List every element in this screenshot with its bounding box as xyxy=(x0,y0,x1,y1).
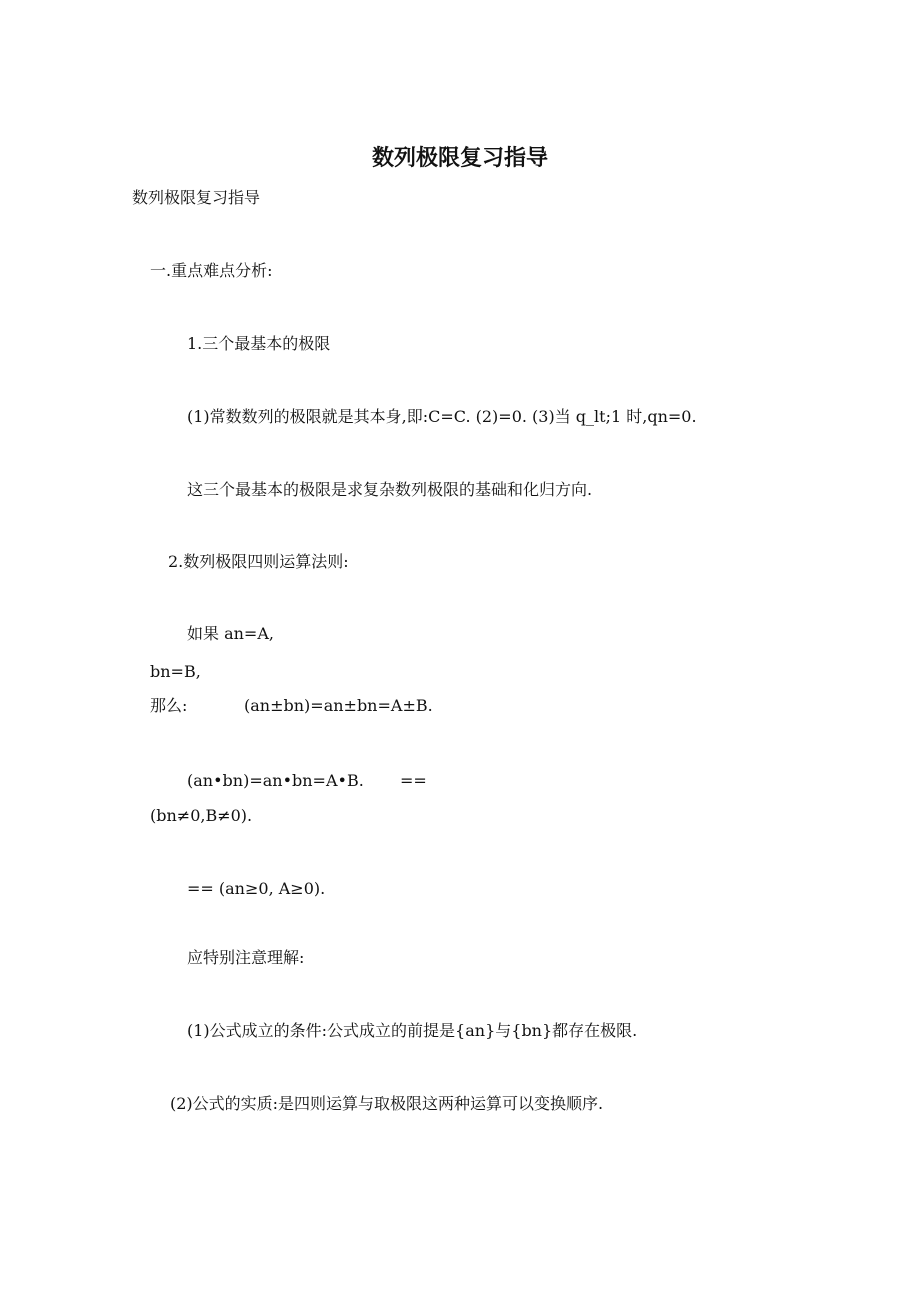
if-line: 如果 an=A, xyxy=(187,624,274,643)
root-formula: == (an≥0, A≥0). xyxy=(187,879,326,898)
basic-limits-line: (1)常数数列的极限就是其本身,即:C=C. (2)=0. (3)当 q_lt;1 时,qn=0. xyxy=(187,407,697,426)
quotient-condition: (bn≠0,B≠0). xyxy=(150,806,253,825)
basic-limits-note: 这三个最基本的极限是求复杂数列极限的基础和化归方向. xyxy=(187,480,593,499)
note-item-1: (1)公式成立的条件:公式成立的前提是{an}与{bn}都存在极限. xyxy=(187,1021,638,1040)
item-heading-2: 2.数列极限四则运算法则: xyxy=(168,552,349,571)
document-title: 数列极限复习指导 xyxy=(371,145,548,171)
bn-line: bn=B, xyxy=(150,662,201,681)
note-item-2: (2)公式的实质:是四则运算与取极限这两种运算可以变换顺序. xyxy=(170,1094,604,1113)
document-subtitle: 数列极限复习指导 xyxy=(132,188,261,207)
product-equals: == xyxy=(400,771,427,790)
then-label: 那么: xyxy=(150,696,188,715)
product-formula: (an•bn)=an•bn=A•B. xyxy=(187,771,364,790)
sum-formula: (an±bn)=an±bn=A±B. xyxy=(244,696,433,715)
note-heading: 应特别注意理解: xyxy=(187,948,305,967)
section-heading-1: 一.重点难点分析: xyxy=(150,261,273,280)
item-heading-1: 1.三个最基本的极限 xyxy=(187,334,331,353)
